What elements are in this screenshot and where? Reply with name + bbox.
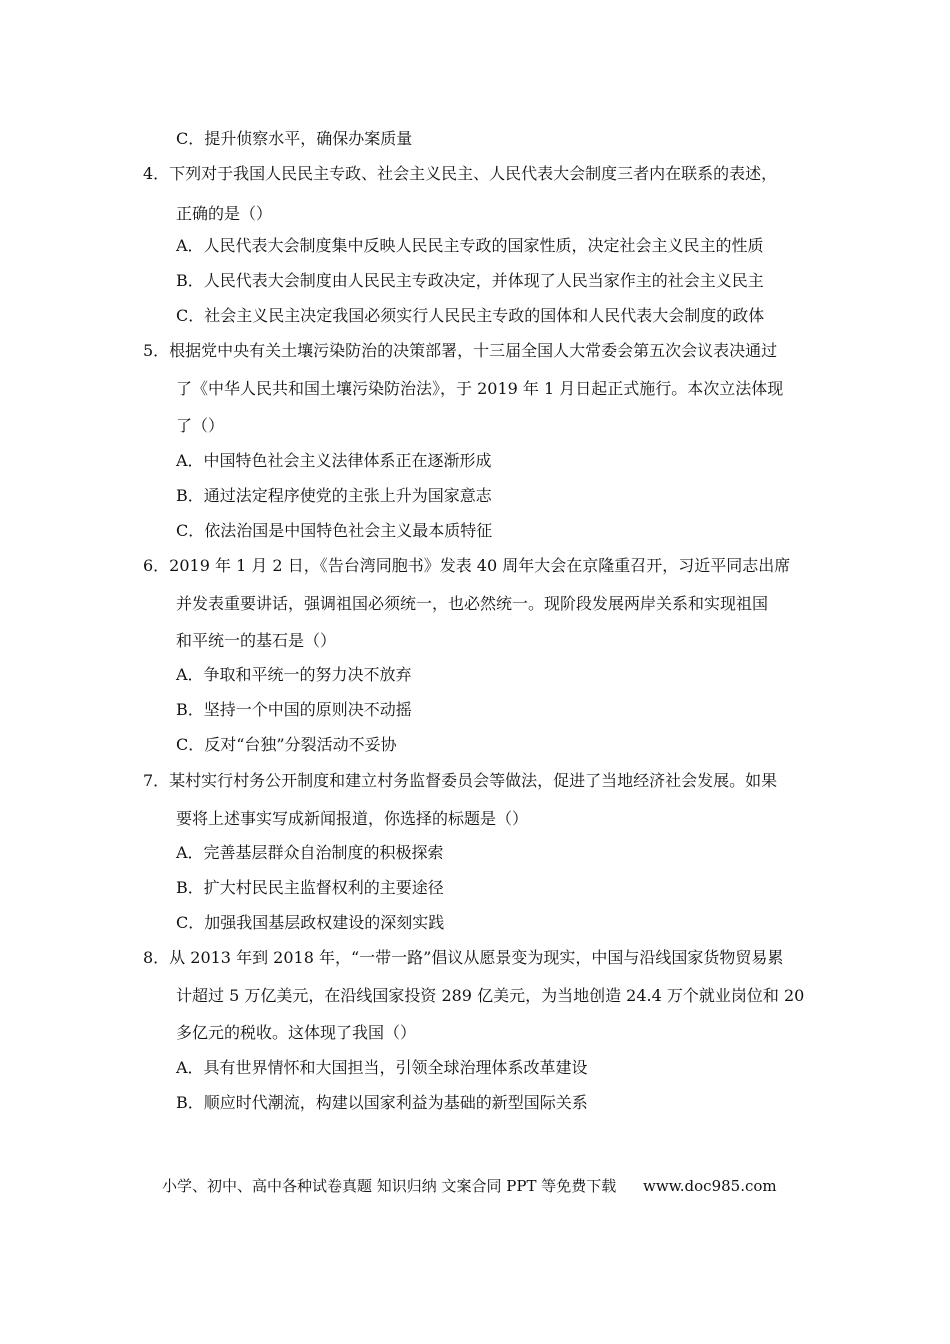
- question-4-option-a: A．人民代表大会制度集中反映人民民主专政的国家性质，决定社会主义民主的性质: [176, 236, 764, 255]
- question-8-stem-cont: 计超过 5 万亿美元，在沿线国家投资 289 亿美元，为当地创造 24.4 万个就业岗位和 20: [176, 986, 805, 1005]
- question-4-stem: 4．下列对于我国人民民主专政、社会主义民主、人民代表大会制度三者内在联系的表述，: [143, 164, 778, 183]
- question-5-stem-cont-2: 了（）: [176, 416, 225, 435]
- question-8-option-a: A．具有世界情怀和大国担当，引领全球治理体系改革建设: [176, 1058, 588, 1077]
- question-5-option-b: B．通过法定程序使党的主张上升为国家意志: [176, 486, 492, 505]
- question-5-stem: 5．根据党中央有关土壤污染防治的决策部署，十三届全国人大常委会第五次会议表决通过: [143, 341, 778, 360]
- question-8-stem: 8．从 2013 年到 2018 年，“一带一路”倡议从愿景变为现实，中国与沿线国家货物贸易累: [143, 948, 784, 967]
- question-7-stem-cont: 要将上述事实写成新闻报道，你选择的标题是（）: [176, 809, 529, 828]
- question-3-option-c: C．提升侦察水平，确保办案质量: [176, 129, 413, 148]
- question-4-stem-cont: 正确的是（）: [176, 204, 273, 223]
- question-4-option-c: C．社会主义民主决定我国必须实行人民民主专政的国体和人民代表大会制度的政体: [176, 306, 765, 325]
- question-8-stem-cont-2: 多亿元的税收。这体现了我国（）: [176, 1023, 417, 1042]
- question-5-option-a: A．中国特色社会主义法律体系正在逐渐形成: [176, 451, 492, 470]
- question-6-option-c: C．反对“台独”分裂活动不妥协: [176, 735, 397, 754]
- question-7-stem: 7．某村实行村务公开制度和建立村务监督委员会等做法，促进了当地经济社会发展。如果: [143, 771, 778, 790]
- question-6-option-b: B．坚持一个中国的原则决不动摇: [176, 700, 412, 719]
- question-6-option-a: A．争取和平统一的努力决不放弃: [176, 665, 412, 684]
- footer-text: 小学、初中、高中各种试卷真题 知识归纳 文案合同 PPT 等免费下载: [162, 1177, 617, 1195]
- question-8-option-b: B．顺应时代潮流，构建以国家利益为基础的新型国际关系: [176, 1093, 588, 1112]
- question-7-option-b: B．扩大村民民主监督权利的主要途径: [176, 878, 444, 897]
- page-footer: [162, 1176, 777, 1196]
- question-5-option-c: C．依法治国是中国特色社会主义最本质特征: [176, 521, 493, 540]
- question-7-option-c: C．加强我国基层政权建设的深刻实践: [176, 913, 445, 932]
- question-5-stem-cont: 了《中华人民共和国土壤污染防治法》，于 2019 年 1 月日起正式施行。本次立法体现: [176, 379, 784, 398]
- question-7-option-a: A．完善基层群众自治制度的积极探索: [176, 843, 444, 862]
- question-6-stem-cont-2: 和平统一的基石是（）: [176, 631, 337, 650]
- question-4-option-b: B．人民代表大会制度由人民民主专政决定，并体现了人民当家作主的社会主义民主: [176, 271, 764, 290]
- question-6-stem-cont: 并发表重要讲话，强调祖国必须统一，也必然统一。现阶段发展两岸关系和实现祖国: [176, 594, 769, 613]
- footer-site-link[interactable]: www.doc985.com: [643, 1177, 777, 1195]
- question-6-stem: 6．2019 年 1 月 2 日，《告台湾同胞书》发表 40 周年大会在京隆重召开，习近平同志出席: [143, 556, 791, 575]
